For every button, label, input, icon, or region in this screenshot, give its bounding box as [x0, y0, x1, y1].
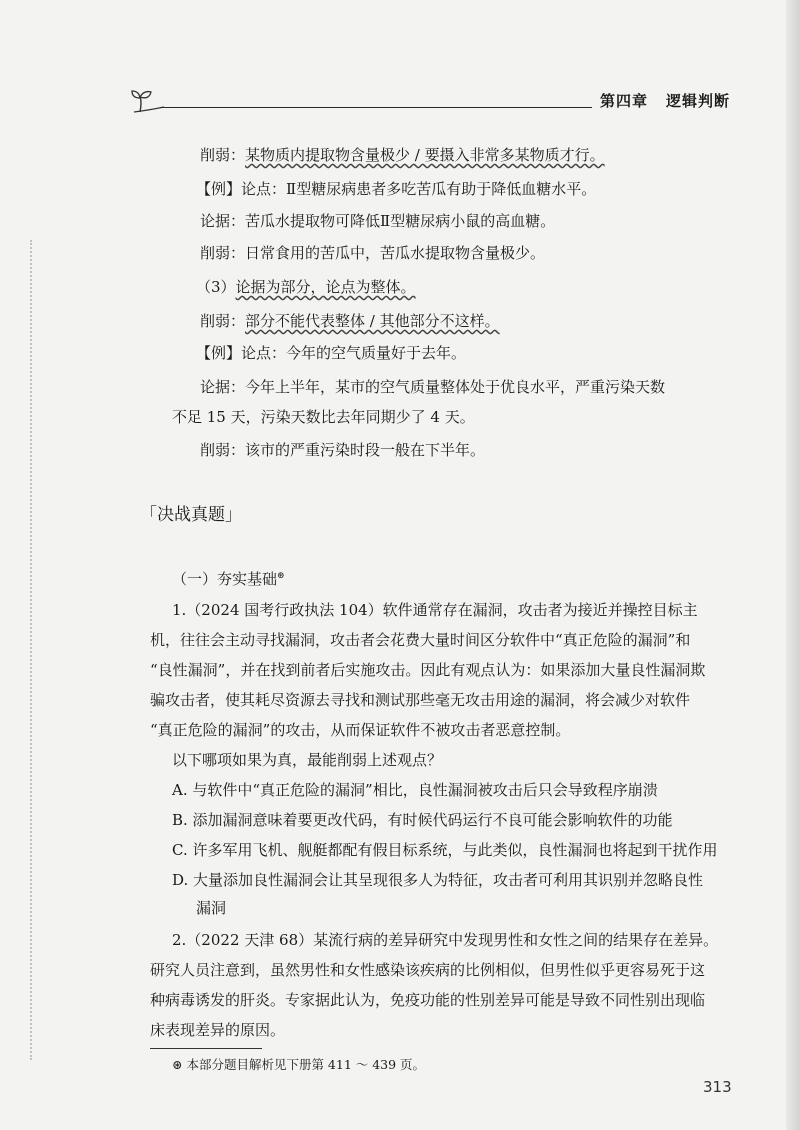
header-title: [592, 90, 730, 111]
text-line: 削弱：该市的严重污染时段一般在下半年。: [200, 441, 486, 459]
text-line: 削弱：某物质内提取物含量极少 / 要摄入非常多某物质才行。: [200, 146, 605, 164]
question-1-line: 1.（2024 国考行政执法 104）软件通常存在漏洞，攻击者为接近并操控目标主: [172, 601, 698, 619]
question-1-line: “良性漏洞”，并在找到前者后实施攻击。因此有观点认为：如果添加大量良性漏洞欺: [150, 661, 706, 679]
question-1-line: “真正危险的漏洞”的攻击，从而保证软件不被攻击者恶意控制。: [150, 721, 571, 739]
chapter-number: 第四章: [599, 92, 648, 110]
text-line: （3）论据为部分，论点为整体。: [196, 278, 416, 296]
section-title: 「决战真题」: [140, 505, 242, 525]
text-line: 不足 15 天，污染天数比去年同期少了 4 天。: [172, 408, 475, 426]
text-line: 论据：今年上半年，某市的空气质量整体处于优良水平，严重污染天数: [200, 378, 666, 396]
question-1-line: 机，往往会主动寻找漏洞，攻击者会花费大量时间区分软件中“真正危险的漏洞”和: [150, 631, 691, 649]
binding-edge-marks: [30, 240, 34, 1060]
example-line: 【例】论点：今年的空气质量好于去年。: [196, 344, 467, 362]
option-d-continued: 漏洞: [196, 899, 227, 917]
question-2-line: 种病毒诱发的肝炎。专家据此认为，免疫功能的性别差异可能是导致不同性别出现临: [150, 991, 706, 1009]
chapter-title: 逻辑判断: [665, 92, 730, 110]
text-line: 削弱：部分不能代表整体 / 其他部分不这样。: [200, 312, 500, 330]
option-b: B. 添加漏洞意味着要更改代码，有时候代码运行不良可能会影响软件的功能: [172, 811, 673, 829]
question-2-line: 2.（2022 天津 68）某流行病的差异研究中发现男性和女性之间的结果存在差异。: [172, 931, 719, 949]
option-a: A. 与软件中“真正危险的漏洞”相比，良性漏洞被攻击后只会导致程序崩溃: [172, 781, 658, 799]
question-2-line: 床表现差异的原因。: [150, 1021, 286, 1039]
footnote: ⊛ 本部分题目解析见下册第 411 ～ 439 页。: [172, 1057, 426, 1072]
question-2-line: 研究人员注意到，虽然男性和女性感染该疾病的比例相似，但男性似乎更容易死于这: [150, 961, 706, 979]
option-d: D. 大量添加良性漏洞会让其呈现很多人为特征，攻击者可利用其识别并忽略良性: [172, 871, 704, 889]
scan-edge-shadow: [786, 0, 800, 1130]
text-line: 论据：苦瓜水提取物可降低Ⅱ型糖尿病小鼠的高血糖。: [200, 212, 556, 230]
question-1-line: 骗攻击者，使其耗尽资源去寻找和测试那些毫无攻击用途的漏洞，将会减少对软件: [150, 691, 691, 709]
chapter-header: [130, 88, 730, 118]
footnote-rule: [150, 1048, 262, 1049]
text-line: 削弱：日常食用的苦瓜中，苦瓜水提取物含量极少。: [200, 244, 546, 262]
page-number: 313: [703, 1078, 732, 1096]
option-c: C. 许多军用飞机、舰艇都配有假目标系统，与此类似，良性漏洞也将起到干扰作用: [172, 841, 718, 859]
question-1-prompt: 以下哪项如果为真，最能削弱上述观点？: [172, 751, 443, 769]
subsection-title: （一）夯实基础⊛: [172, 570, 285, 588]
sprout-icon: [130, 88, 164, 114]
example-line: 【例】论点：Ⅱ型糖尿病患者多吃苦瓜有助于降低血糖水平。: [196, 180, 597, 198]
